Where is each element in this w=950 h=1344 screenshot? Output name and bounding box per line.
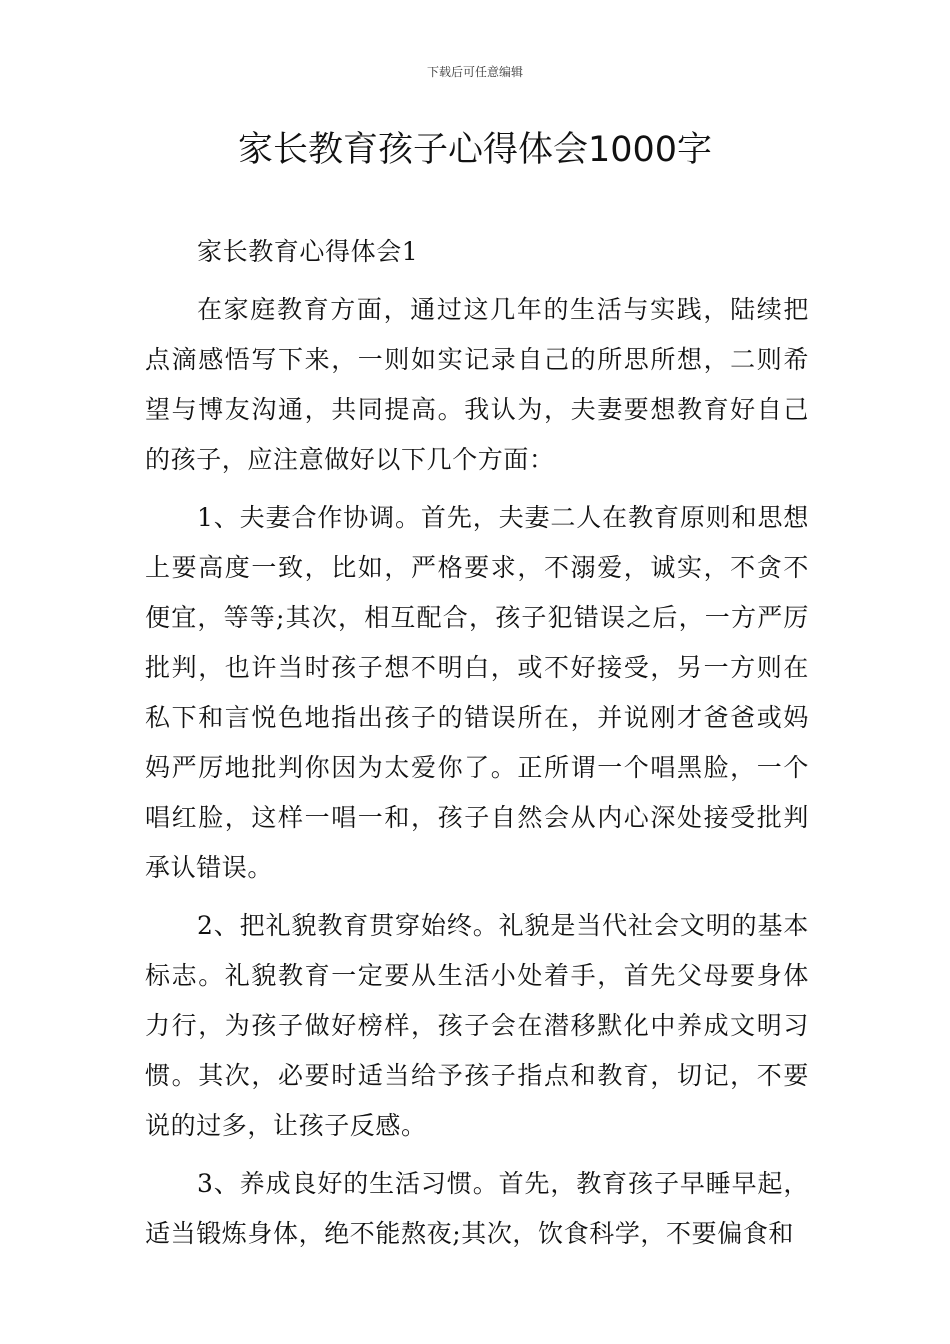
paragraph-intro: 在家庭教育方面，通过这几年的生活与实践，陆续把点滴感悟写下来，一则如实记录自己的所思所想，二则希望与博友沟通，共同提高。我认为，夫妻要想教育好自己的孩子，应注意做好以下几个方面： [145, 295, 809, 474]
paragraph-point-2: 2、把礼貌教育贯穿始终。礼貌是当代社会文明的基本标志。礼貌教育一定要从生活小处着手，首先父母要身体力行，为孩子做好榜样，孩子会在潜移默化中养成文明习惯。其次，必要时适当给予孩子指点和教育，切记，不要说的过多，让孩子反感。 [145, 911, 809, 1140]
section-heading: 家长教育心得体会1 [197, 237, 419, 266]
document-title: 家长教育孩子心得体会1000字 [237, 130, 713, 170]
paragraph-point-1: 1、夫妻合作协调。首先，夫妻二人在教育原则和思想上要高度一致，比如，严格要求，不溺爱，诚实，不贪不便宜，等等;其次，相互配合，孩子犯错误之后，一方严厉批判，也许当时孩子想不明白，或不好接受，另一方则在私下和言悦色地指出孩子的错误所在，并说刚才爸爸或妈妈严厉地批判你因为太爱你了。正所谓一个唱黑脸，一个唱红脸，这样一唱一和，孩子自然会从内心深处接受批判承认错误。 [145, 503, 809, 882]
paragraph-point-3: 3、养成良好的生活习惯。首先，教育孩子早睡早起，适当锻炼身体，绝不能熬夜;其次，饮食科学，不要偏食和 [145, 1169, 809, 1248]
header-note: 下载后可任意编辑 [426, 65, 523, 79]
document-body [145, 227, 809, 1267]
